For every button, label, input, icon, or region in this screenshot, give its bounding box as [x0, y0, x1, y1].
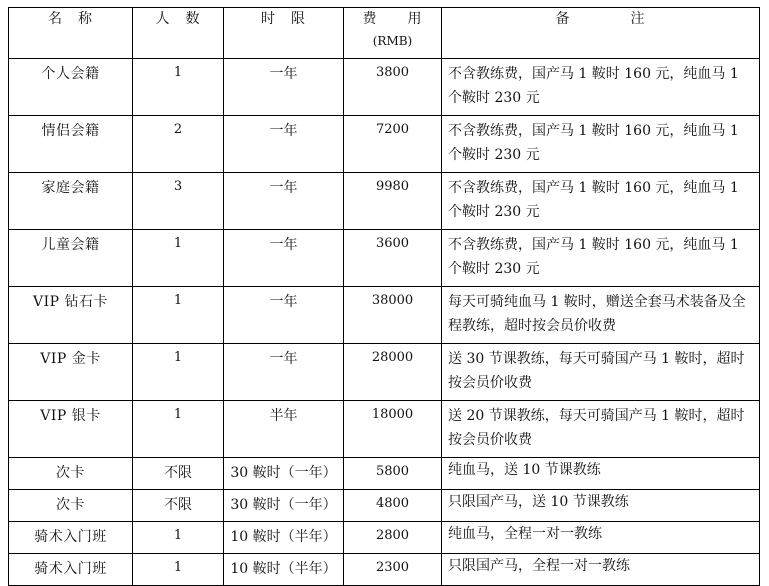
- cell-name: VIP 金卡: [9, 344, 133, 401]
- header-time: 时 限: [224, 8, 344, 59]
- cell-fee: 18000: [344, 401, 442, 458]
- membership-price-table: [8, 7, 760, 586]
- cell-count: 1: [133, 344, 224, 401]
- header-name: 名 称: [9, 8, 133, 59]
- cell-fee: 28000: [344, 344, 442, 401]
- cell-count: 1: [133, 59, 224, 116]
- cell-count: 1: [133, 401, 224, 458]
- cell-count: 不限: [133, 458, 224, 490]
- cell-note: 每天可骑纯血马 1 鞍时，赠送全套马术装备及全程教练，超时按会员价收费: [442, 287, 760, 344]
- cell-name: 次卡: [9, 490, 133, 522]
- cell-time: 30 鞍时（一年）: [224, 458, 344, 490]
- table-row: [9, 287, 760, 344]
- cell-time: 一年: [224, 344, 344, 401]
- cell-fee: 3800: [344, 59, 442, 116]
- cell-fee: 3600: [344, 230, 442, 287]
- cell-time: 一年: [224, 230, 344, 287]
- table-row: [9, 490, 760, 522]
- cell-fee: 7200: [344, 116, 442, 173]
- cell-time: 半年: [224, 401, 344, 458]
- cell-name: 家庭会籍: [9, 173, 133, 230]
- cell-time: 一年: [224, 116, 344, 173]
- header-fee: 费 用 (RMB): [344, 8, 442, 59]
- cell-note: 只限国产马，送 10 节课教练: [442, 490, 760, 522]
- header-count: 人 数: [133, 8, 224, 59]
- cell-name: VIP 银卡: [9, 401, 133, 458]
- cell-note: 纯血马，送 10 节课教练: [442, 458, 760, 490]
- cell-fee: 38000: [344, 287, 442, 344]
- cell-note: 不含教练费，国产马 1 鞍时 160 元，纯血马 1 个鞍时 230 元: [442, 230, 760, 287]
- cell-note: 不含教练费，国产马 1 鞍时 160 元，纯血马 1 个鞍时 230 元: [442, 116, 760, 173]
- table-row: [9, 59, 760, 116]
- cell-name: 骑术入门班: [9, 554, 133, 586]
- cell-time: 10 鞍时（半年）: [224, 554, 344, 586]
- table-row: [9, 230, 760, 287]
- cell-name: 儿童会籍: [9, 230, 133, 287]
- table-row: [9, 116, 760, 173]
- cell-name: 情侣会籍: [9, 116, 133, 173]
- table-header-row: [9, 8, 760, 59]
- table-row: [9, 522, 760, 554]
- cell-fee: 5800: [344, 458, 442, 490]
- table-row: [9, 344, 760, 401]
- cell-time: 一年: [224, 59, 344, 116]
- table-row: [9, 554, 760, 586]
- cell-count: 3: [133, 173, 224, 230]
- cell-name: 次卡: [9, 458, 133, 490]
- cell-fee: 9980: [344, 173, 442, 230]
- cell-count: 1: [133, 554, 224, 586]
- cell-count: 1: [133, 230, 224, 287]
- cell-count: 1: [133, 287, 224, 344]
- header-fee-unit: (RMB): [372, 34, 413, 48]
- cell-fee: 2800: [344, 522, 442, 554]
- cell-time: 一年: [224, 173, 344, 230]
- header-note: 备 注: [442, 8, 760, 59]
- table-row: [9, 173, 760, 230]
- cell-fee: 2300: [344, 554, 442, 586]
- cell-note: 不含教练费，国产马 1 鞍时 160 元，纯血马 1 个鞍时 230 元: [442, 173, 760, 230]
- cell-time: 30 鞍时（一年）: [224, 490, 344, 522]
- table-row: [9, 401, 760, 458]
- cell-name: 个人会籍: [9, 59, 133, 116]
- cell-name: 骑术入门班: [9, 522, 133, 554]
- cell-note: 只限国产马，全程一对一教练: [442, 554, 760, 586]
- cell-note: 不含教练费，国产马 1 鞍时 160 元，纯血马 1 个鞍时 230 元: [442, 59, 760, 116]
- cell-count: 1: [133, 522, 224, 554]
- cell-fee: 4800: [344, 490, 442, 522]
- cell-time: 10 鞍时（半年）: [224, 522, 344, 554]
- cell-note: 纯血马，全程一对一教练: [442, 522, 760, 554]
- cell-time: 一年: [224, 287, 344, 344]
- cell-note: 送 30 节课教练，每天可骑国产马 1 鞍时，超时按会员价收费: [442, 344, 760, 401]
- cell-name: VIP 钻石卡: [9, 287, 133, 344]
- table-row: [9, 458, 760, 490]
- cell-count: 不限: [133, 490, 224, 522]
- cell-count: 2: [133, 116, 224, 173]
- cell-note: 送 20 节课教练，每天可骑国产马 1 鞍时，超时按会员价收费: [442, 401, 760, 458]
